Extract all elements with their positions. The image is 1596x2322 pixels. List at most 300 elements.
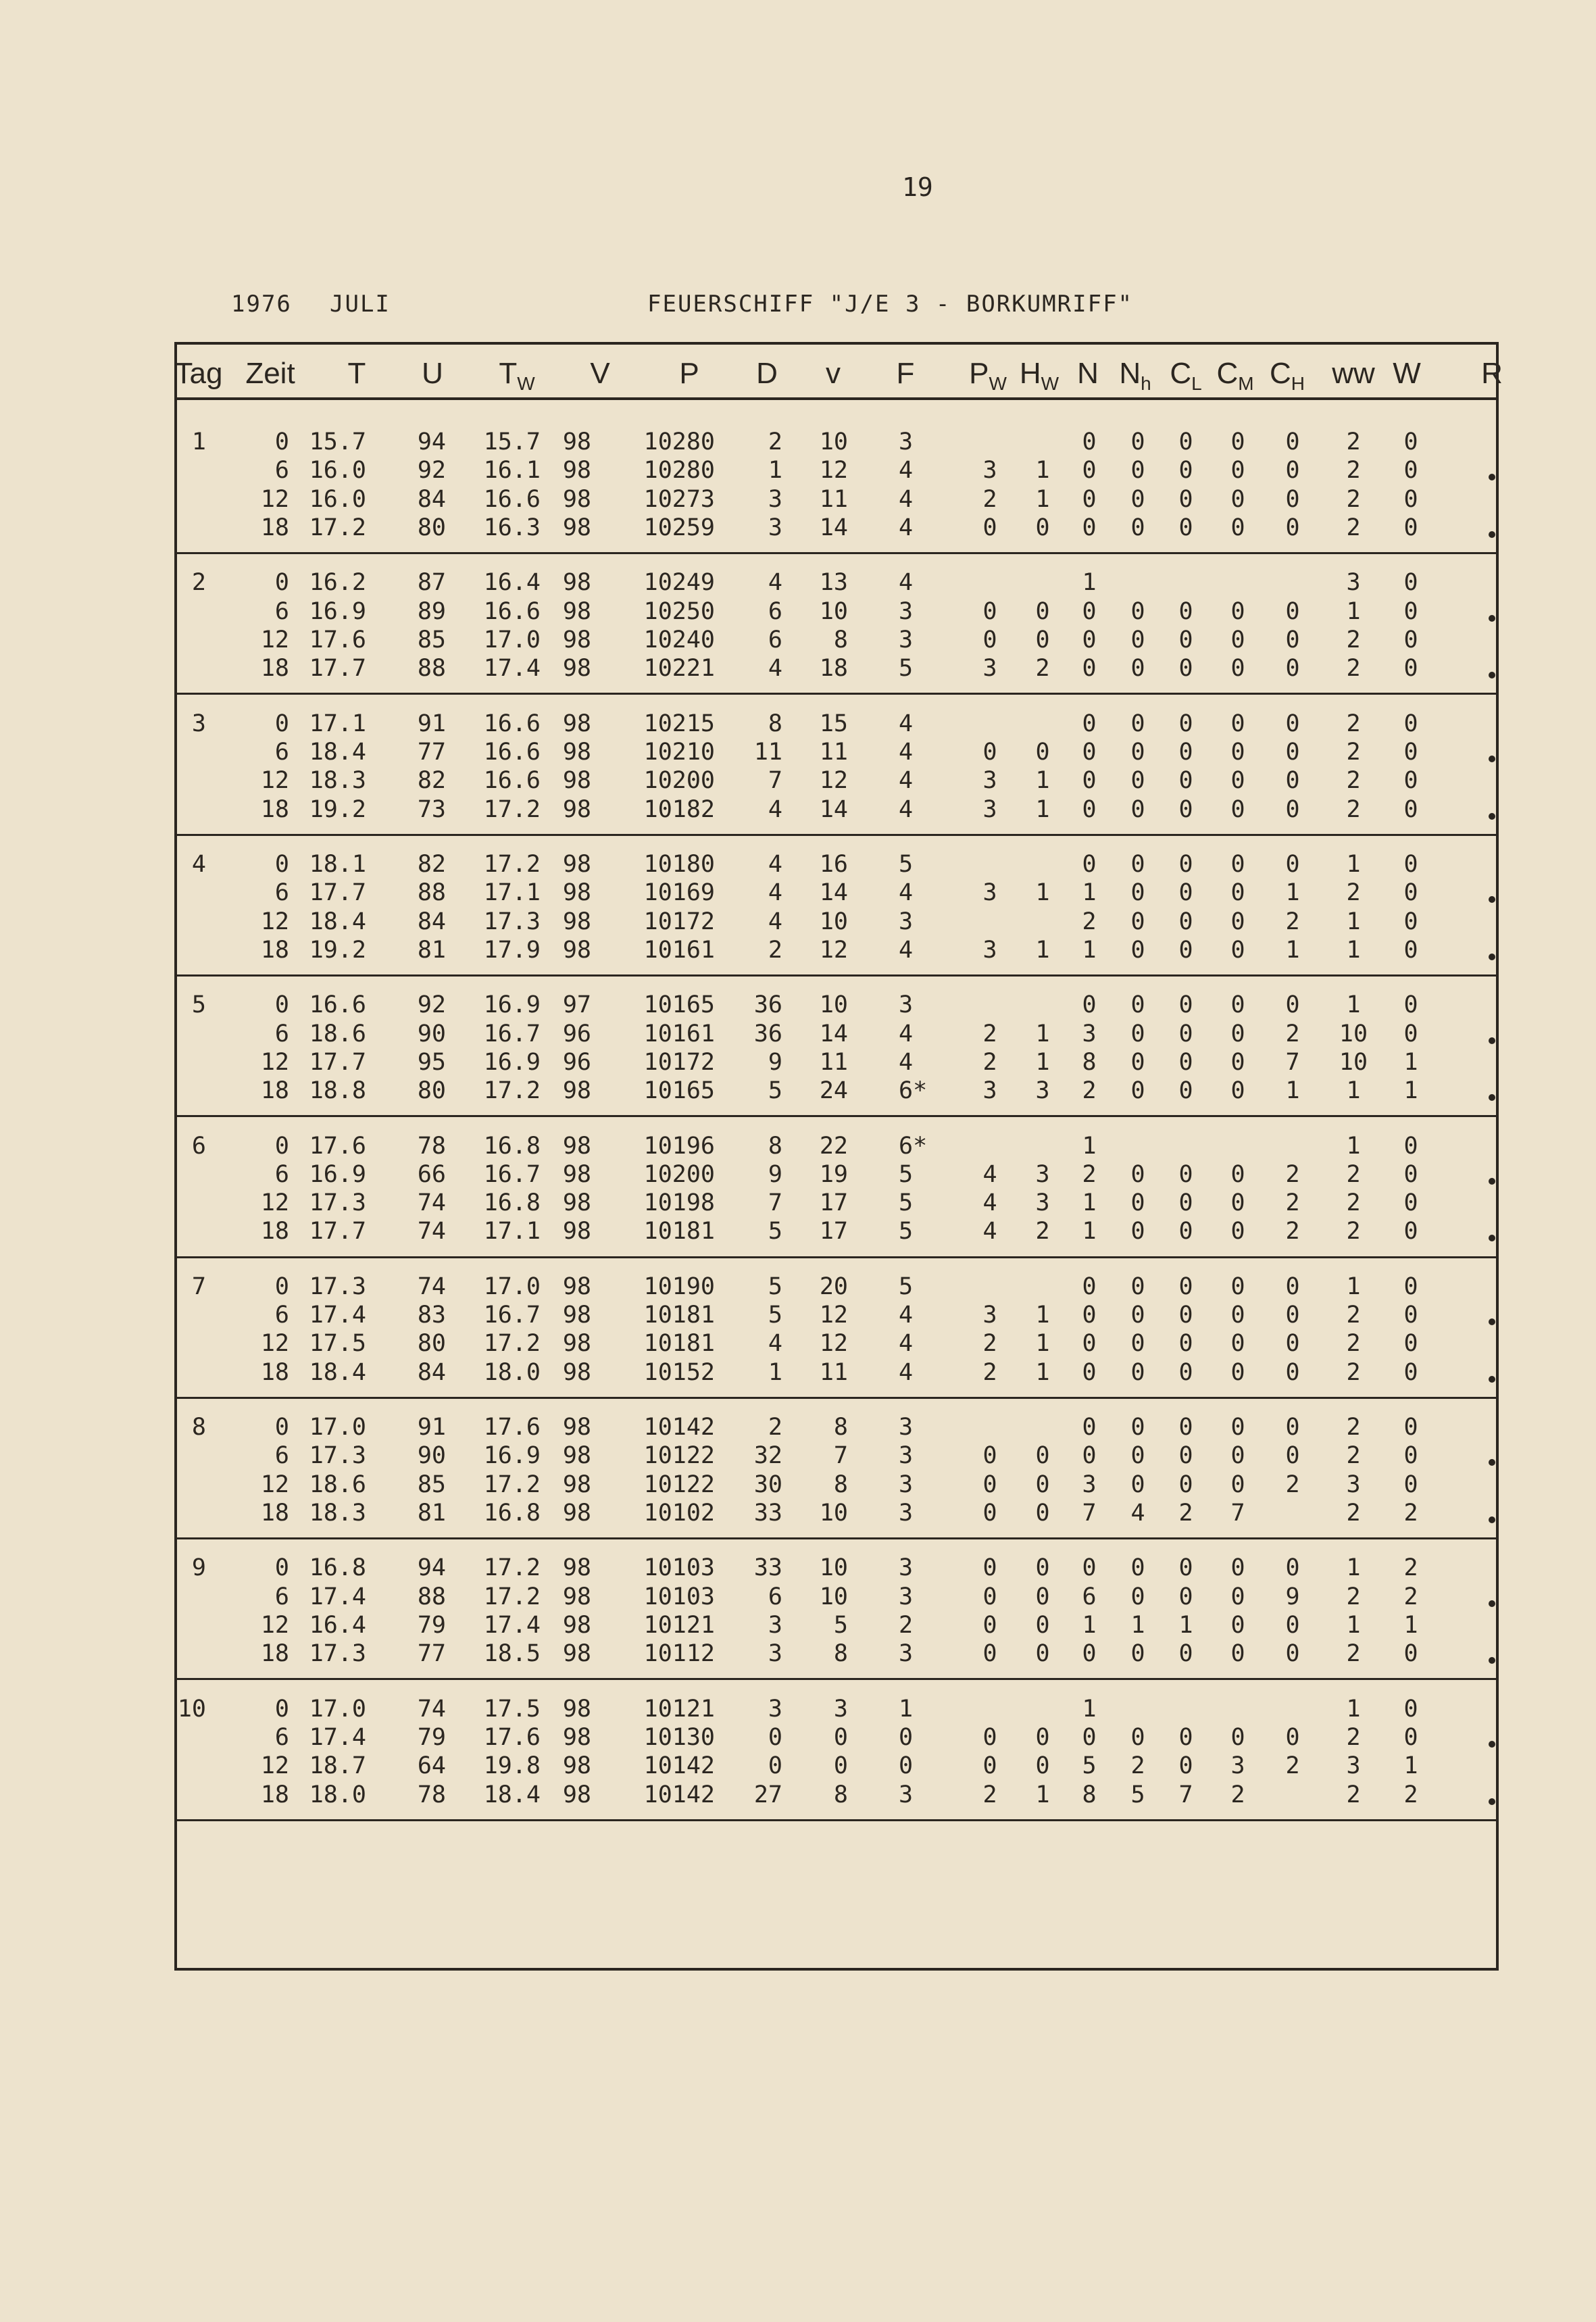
day-label: 10 xyxy=(177,1695,206,1723)
cell-cl: 0 xyxy=(1178,1724,1193,1751)
cell-p: 10181 xyxy=(643,1330,715,1358)
cell-w: 0 xyxy=(1403,879,1418,907)
cell-tw: 16.6 xyxy=(483,738,541,766)
cell-ch: 0 xyxy=(1285,991,1300,1019)
cell-u: 79 xyxy=(417,1612,446,1639)
rain-dot xyxy=(1489,1516,1495,1523)
cell-nh: 0 xyxy=(1130,1358,1145,1386)
cell-f: 4 xyxy=(899,457,914,485)
cell-n: 5 xyxy=(1082,1752,1097,1780)
cell-zeit: 18 xyxy=(260,1358,289,1386)
cell-n: 0 xyxy=(1082,991,1097,1019)
cell-w: 0 xyxy=(1403,1330,1418,1358)
header-rule xyxy=(174,397,1499,400)
cell-u: 80 xyxy=(417,1077,446,1105)
cell-nh: 2 xyxy=(1130,1752,1145,1780)
cell-pw: 3 xyxy=(982,795,997,823)
cell-cm: 7 xyxy=(1230,1500,1245,1527)
cell-zeit: 6 xyxy=(274,879,289,907)
cell-cm: 0 xyxy=(1230,795,1245,823)
cell-t: 18.4 xyxy=(309,738,366,766)
cell-d: 4 xyxy=(768,908,782,935)
cell-v: 98 xyxy=(562,1330,591,1358)
cell-ch: 7 xyxy=(1285,1048,1300,1076)
cell-tw: 16.3 xyxy=(483,514,541,541)
cell-n: 2 xyxy=(1082,1160,1097,1188)
cell-p: 10122 xyxy=(643,1471,715,1498)
cell-d: 7 xyxy=(768,767,782,795)
day-label: 5 xyxy=(191,991,206,1019)
rain-dot xyxy=(1489,813,1495,820)
cell-cm: 0 xyxy=(1230,1612,1245,1639)
cell-t: 17.4 xyxy=(309,1302,366,1329)
cell-u: 94 xyxy=(417,1554,446,1582)
cell-n: 1 xyxy=(1082,1189,1097,1217)
cell-w: 0 xyxy=(1403,738,1418,766)
cell-f: 3 xyxy=(899,1640,914,1668)
col-header-t xyxy=(348,357,366,391)
cell-vv: 11 xyxy=(819,738,848,766)
cell-cl: 0 xyxy=(1178,457,1193,485)
cell-cm: 0 xyxy=(1230,1048,1245,1076)
cell-n: 1 xyxy=(1082,1132,1097,1160)
cell-v: 98 xyxy=(562,1414,591,1441)
cell-ww: 1 xyxy=(1346,1273,1361,1300)
cell-ch: 0 xyxy=(1285,850,1300,878)
col-header-w xyxy=(1393,357,1421,391)
cell-u: 84 xyxy=(417,1358,446,1386)
cell-d: 1 xyxy=(768,457,782,485)
cell-v: 98 xyxy=(562,1358,591,1386)
cell-vv: 10 xyxy=(819,991,848,1019)
cell-d: 2 xyxy=(768,428,782,455)
cell-vv: 22 xyxy=(819,1132,848,1160)
cell-w: 0 xyxy=(1403,655,1418,683)
cell-hw: 1 xyxy=(1035,457,1050,485)
cell-zeit: 18 xyxy=(260,795,289,823)
cell-zeit: 6 xyxy=(274,1020,289,1047)
cell-ww: 2 xyxy=(1346,1302,1361,1329)
cell-v: 98 xyxy=(562,879,591,907)
cell-t: 19.2 xyxy=(309,795,366,823)
cell-p: 10200 xyxy=(643,767,715,795)
cell-ch: 0 xyxy=(1285,514,1300,541)
cell-cm: 0 xyxy=(1230,879,1245,907)
cell-d: 32 xyxy=(753,1442,782,1470)
cell-zeit: 6 xyxy=(274,1583,289,1610)
cell-n: 6 xyxy=(1082,1583,1097,1610)
cell-d: 4 xyxy=(768,655,782,683)
cell-f: 4 xyxy=(899,1020,914,1047)
cell-p: 10181 xyxy=(643,1218,715,1245)
cell-cm: 2 xyxy=(1230,1781,1245,1808)
cell-v: 98 xyxy=(562,1612,591,1639)
cell-n: 1 xyxy=(1082,1695,1097,1723)
cell-ww: 2 xyxy=(1346,1583,1361,1610)
cell-pw: 4 xyxy=(982,1218,997,1245)
cell-d: 7 xyxy=(768,1189,782,1217)
cell-w: 0 xyxy=(1403,1132,1418,1160)
cell-w: 0 xyxy=(1403,795,1418,823)
cell-zeit: 18 xyxy=(260,1500,289,1527)
cell-p: 10198 xyxy=(643,1189,715,1217)
cell-zeit: 6 xyxy=(274,1724,289,1751)
cell-n: 0 xyxy=(1082,850,1097,878)
cell-v: 98 xyxy=(562,597,591,625)
header-year: 1976 xyxy=(231,291,292,318)
cell-u: 80 xyxy=(417,1330,446,1358)
cell-vv: 11 xyxy=(819,485,848,513)
col-header-tag xyxy=(175,357,223,391)
cell-d: 8 xyxy=(768,1132,782,1160)
cell-ch: 0 xyxy=(1285,1273,1300,1300)
cell-pw: 4 xyxy=(982,1160,997,1188)
cell-u: 79 xyxy=(417,1724,446,1751)
cell-tw: 16.8 xyxy=(483,1500,541,1527)
cell-d: 0 xyxy=(768,1724,782,1751)
cell-v: 98 xyxy=(562,1724,591,1751)
cell-ww: 1 xyxy=(1346,991,1361,1019)
cell-cm: 0 xyxy=(1230,1554,1245,1582)
cell-p: 10130 xyxy=(643,1724,715,1751)
cell-pw: 0 xyxy=(982,1612,997,1639)
cell-d: 3 xyxy=(768,485,782,513)
cell-v: 98 xyxy=(562,655,591,683)
cell-zeit: 0 xyxy=(274,569,289,597)
cell-t: 17.3 xyxy=(309,1273,366,1300)
cell-pw: 3 xyxy=(982,1302,997,1329)
cell-f: 3 xyxy=(899,1554,914,1582)
cell-v: 98 xyxy=(562,569,591,597)
cell-f: 4 xyxy=(899,710,914,737)
cell-t: 17.2 xyxy=(309,514,366,541)
cell-cm: 3 xyxy=(1230,1752,1245,1780)
cell-f: 3 xyxy=(899,428,914,455)
cell-p: 10250 xyxy=(643,597,715,625)
cell-cm: 0 xyxy=(1230,428,1245,455)
day-label: 1 xyxy=(191,428,206,455)
cell-n: 1 xyxy=(1082,1612,1097,1639)
cell-pw: 3 xyxy=(982,936,997,964)
cell-ww: 2 xyxy=(1346,1500,1361,1527)
cell-w: 0 xyxy=(1403,1471,1418,1498)
cell-vv: 11 xyxy=(819,1358,848,1386)
cell-t: 18.3 xyxy=(309,767,366,795)
cell-cm: 0 xyxy=(1230,597,1245,625)
cell-t: 18.3 xyxy=(309,1500,366,1527)
cell-w: 0 xyxy=(1403,514,1418,541)
cell-u: 66 xyxy=(417,1160,446,1188)
cell-d: 3 xyxy=(768,1640,782,1668)
cell-ch: 2 xyxy=(1285,908,1300,935)
cell-ch: 0 xyxy=(1285,626,1300,653)
cell-n: 0 xyxy=(1082,795,1097,823)
cell-f: 3 xyxy=(899,1500,914,1527)
cell-u: 84 xyxy=(417,485,446,513)
cell-zeit: 12 xyxy=(260,485,289,513)
cell-tw: 17.2 xyxy=(483,1583,541,1610)
cell-p: 10165 xyxy=(643,991,715,1019)
cell-tw: 16.7 xyxy=(483,1160,541,1188)
cell-vv: 7 xyxy=(833,1442,848,1470)
cell-vv: 14 xyxy=(819,795,848,823)
cell-ch: 0 xyxy=(1285,1302,1300,1329)
cell-cm: 0 xyxy=(1230,1160,1245,1188)
cell-zeit: 12 xyxy=(260,626,289,653)
cell-ww: 1 xyxy=(1346,936,1361,964)
cell-d: 4 xyxy=(768,569,782,597)
cell-d: 33 xyxy=(753,1500,782,1527)
cell-t: 16.9 xyxy=(309,1160,366,1188)
cell-v: 98 xyxy=(562,850,591,878)
rain-dot xyxy=(1489,1741,1495,1748)
cell-hw: 0 xyxy=(1035,626,1050,653)
cell-hw: 1 xyxy=(1035,795,1050,823)
cell-w: 0 xyxy=(1403,1189,1418,1217)
cell-v: 98 xyxy=(562,936,591,964)
cell-tw: 15.7 xyxy=(483,428,541,455)
col-header-nh xyxy=(1119,357,1151,395)
cell-nh: 0 xyxy=(1130,1442,1145,1470)
cell-cm: 0 xyxy=(1230,991,1245,1019)
cell-zeit: 0 xyxy=(274,1132,289,1160)
cell-tw: 17.9 xyxy=(483,936,541,964)
cell-nh: 0 xyxy=(1130,1554,1145,1582)
col-header-cl xyxy=(1170,357,1201,395)
cell-u: 88 xyxy=(417,879,446,907)
cell-w: 0 xyxy=(1403,485,1418,513)
cell-p: 10259 xyxy=(643,514,715,541)
cell-vv: 5 xyxy=(833,1612,848,1639)
cell-nh: 0 xyxy=(1130,485,1145,513)
cell-cm: 0 xyxy=(1230,850,1245,878)
cell-cm: 0 xyxy=(1230,1302,1245,1329)
cell-ch: 2 xyxy=(1285,1189,1300,1217)
cell-p: 10210 xyxy=(643,738,715,766)
cell-ww: 2 xyxy=(1346,1414,1361,1441)
cell-cl: 0 xyxy=(1178,795,1193,823)
cell-w: 0 xyxy=(1403,1218,1418,1245)
cell-t: 17.3 xyxy=(309,1189,366,1217)
cell-cl: 0 xyxy=(1178,1752,1193,1780)
cell-f: 6* xyxy=(899,1132,928,1160)
cell-t: 17.7 xyxy=(309,655,366,683)
cell-cl: 0 xyxy=(1178,738,1193,766)
cell-vv: 12 xyxy=(819,1302,848,1329)
cell-zeit: 18 xyxy=(260,936,289,964)
cell-cl: 0 xyxy=(1178,1442,1193,1470)
cell-v: 98 xyxy=(562,738,591,766)
cell-vv: 10 xyxy=(819,597,848,625)
cell-u: 77 xyxy=(417,738,446,766)
cell-n: 0 xyxy=(1082,514,1097,541)
cell-p: 10103 xyxy=(643,1583,715,1610)
cell-vv: 17 xyxy=(819,1189,848,1217)
cell-tw: 17.2 xyxy=(483,1330,541,1358)
cell-nh: 0 xyxy=(1130,767,1145,795)
cell-zeit: 12 xyxy=(260,767,289,795)
cell-cl: 0 xyxy=(1178,710,1193,737)
cell-vv: 0 xyxy=(833,1752,848,1780)
cell-nh: 0 xyxy=(1130,991,1145,1019)
col-header-r xyxy=(1481,357,1503,391)
col-header-label: H xyxy=(1019,357,1041,390)
cell-w: 1 xyxy=(1403,1077,1418,1105)
cell-ww: 2 xyxy=(1346,1189,1361,1217)
cell-pw: 2 xyxy=(982,1358,997,1386)
col-header-tw xyxy=(499,357,534,395)
cell-pw: 0 xyxy=(982,1554,997,1582)
cell-u: 74 xyxy=(417,1695,446,1723)
cell-u: 74 xyxy=(417,1218,446,1245)
cell-n: 0 xyxy=(1082,1302,1097,1329)
cell-w: 0 xyxy=(1403,991,1418,1019)
cell-vv: 10 xyxy=(819,1554,848,1582)
cell-ch: 0 xyxy=(1285,767,1300,795)
cell-v: 98 xyxy=(562,1583,591,1610)
cell-t: 19.2 xyxy=(309,936,366,964)
cell-f: 3 xyxy=(899,626,914,653)
cell-ch: 1 xyxy=(1285,879,1300,907)
cell-w: 0 xyxy=(1403,1273,1418,1300)
cell-nh: 0 xyxy=(1130,936,1145,964)
cell-ch: 0 xyxy=(1285,795,1300,823)
day-label: 8 xyxy=(191,1414,206,1441)
cell-d: 5 xyxy=(768,1302,782,1329)
cell-p: 10280 xyxy=(643,457,715,485)
cell-p: 10273 xyxy=(643,485,715,513)
cell-t: 17.3 xyxy=(309,1442,366,1470)
col-header-subscript: W xyxy=(1041,372,1059,394)
cell-cl: 0 xyxy=(1178,1330,1193,1358)
cell-cm: 0 xyxy=(1230,626,1245,653)
cell-tw: 17.2 xyxy=(483,1471,541,1498)
cell-ch: 0 xyxy=(1285,428,1300,455)
day-label: 6 xyxy=(191,1132,206,1160)
cell-v: 98 xyxy=(562,1752,591,1780)
cell-f: 5 xyxy=(899,850,914,878)
cell-n: 0 xyxy=(1082,738,1097,766)
cell-p: 10161 xyxy=(643,936,715,964)
cell-zeit: 18 xyxy=(260,655,289,683)
cell-zeit: 12 xyxy=(260,1612,289,1639)
rain-dot xyxy=(1489,1798,1495,1805)
cell-zeit: 0 xyxy=(274,1695,289,1723)
day-separator xyxy=(177,552,1496,554)
cell-cm: 0 xyxy=(1230,1330,1245,1358)
cell-tw: 17.6 xyxy=(483,1724,541,1751)
cell-cm: 0 xyxy=(1230,1414,1245,1441)
cell-n: 7 xyxy=(1082,1500,1097,1527)
cell-zeit: 0 xyxy=(274,850,289,878)
cell-tw: 17.4 xyxy=(483,1612,541,1639)
cell-v: 98 xyxy=(562,485,591,513)
col-header-ww xyxy=(1332,357,1375,391)
cell-f: 4 xyxy=(899,1330,914,1358)
cell-ww: 2 xyxy=(1346,767,1361,795)
cell-ww: 1 xyxy=(1346,597,1361,625)
col-header-subscript: W xyxy=(517,372,535,394)
day-separator xyxy=(177,1256,1496,1258)
cell-u: 85 xyxy=(417,1471,446,1498)
cell-hw: 1 xyxy=(1035,1330,1050,1358)
cell-pw: 3 xyxy=(982,655,997,683)
cell-w: 0 xyxy=(1403,1640,1418,1668)
cell-t: 16.4 xyxy=(309,1612,366,1639)
cell-tw: 16.7 xyxy=(483,1020,541,1047)
cell-nh: 0 xyxy=(1130,1189,1145,1217)
cell-u: 73 xyxy=(417,795,446,823)
cell-pw: 0 xyxy=(982,1752,997,1780)
cell-t: 17.7 xyxy=(309,1218,366,1245)
cell-tw: 16.9 xyxy=(483,1048,541,1076)
cell-t: 18.4 xyxy=(309,1358,366,1386)
cell-ww: 3 xyxy=(1346,569,1361,597)
cell-vv: 8 xyxy=(833,626,848,653)
cell-f: 5 xyxy=(899,1189,914,1217)
cell-vv: 8 xyxy=(833,1781,848,1808)
cell-f: 5 xyxy=(899,1160,914,1188)
day-label: 3 xyxy=(191,710,206,737)
cell-ch: 0 xyxy=(1285,1414,1300,1441)
cell-f: 4 xyxy=(899,738,914,766)
cell-v: 98 xyxy=(562,514,591,541)
cell-hw: 0 xyxy=(1035,1583,1050,1610)
cell-vv: 12 xyxy=(819,767,848,795)
cell-nh: 0 xyxy=(1130,428,1145,455)
cell-nh: 0 xyxy=(1130,1724,1145,1751)
cell-cm: 0 xyxy=(1230,1189,1245,1217)
cell-p: 10165 xyxy=(643,1077,715,1105)
cell-zeit: 18 xyxy=(260,1640,289,1668)
cell-vv: 10 xyxy=(819,1500,848,1527)
cell-n: 0 xyxy=(1082,1358,1097,1386)
cell-f: 4 xyxy=(899,936,914,964)
cell-hw: 0 xyxy=(1035,1471,1050,1498)
cell-ch: 0 xyxy=(1285,1640,1300,1668)
cell-f: 3 xyxy=(899,1583,914,1610)
cell-u: 87 xyxy=(417,569,446,597)
cell-nh: 0 xyxy=(1130,1077,1145,1105)
col-header-label: P xyxy=(679,357,699,390)
cell-nh: 0 xyxy=(1130,795,1145,823)
cell-tw: 17.6 xyxy=(483,1414,541,1441)
col-header-label: ww xyxy=(1332,357,1375,390)
cell-w: 0 xyxy=(1403,908,1418,935)
cell-ww: 2 xyxy=(1346,1724,1361,1751)
col-header-label: C xyxy=(1269,357,1291,390)
cell-n: 2 xyxy=(1082,1077,1097,1105)
day-label: 4 xyxy=(191,850,206,878)
cell-p: 10200 xyxy=(643,1160,715,1188)
col-header-label: N xyxy=(1077,357,1099,390)
cell-hw: 0 xyxy=(1035,514,1050,541)
cell-zeit: 12 xyxy=(260,908,289,935)
cell-w: 0 xyxy=(1403,1724,1418,1751)
cell-u: 82 xyxy=(417,850,446,878)
cell-ch: 0 xyxy=(1285,1442,1300,1470)
cell-f: 1 xyxy=(899,1695,914,1723)
cell-w: 1 xyxy=(1403,1752,1418,1780)
day-label: 2 xyxy=(191,569,206,597)
header-title: FEUERSCHIFF "J/E 3 - BORKUMRIFF" xyxy=(647,291,1134,318)
cell-nh: 0 xyxy=(1130,879,1145,907)
cell-w: 0 xyxy=(1403,1414,1418,1441)
cell-nh: 0 xyxy=(1130,1160,1145,1188)
cell-v: 98 xyxy=(562,1781,591,1808)
cell-hw: 1 xyxy=(1035,1020,1050,1047)
cell-hw: 3 xyxy=(1035,1077,1050,1105)
